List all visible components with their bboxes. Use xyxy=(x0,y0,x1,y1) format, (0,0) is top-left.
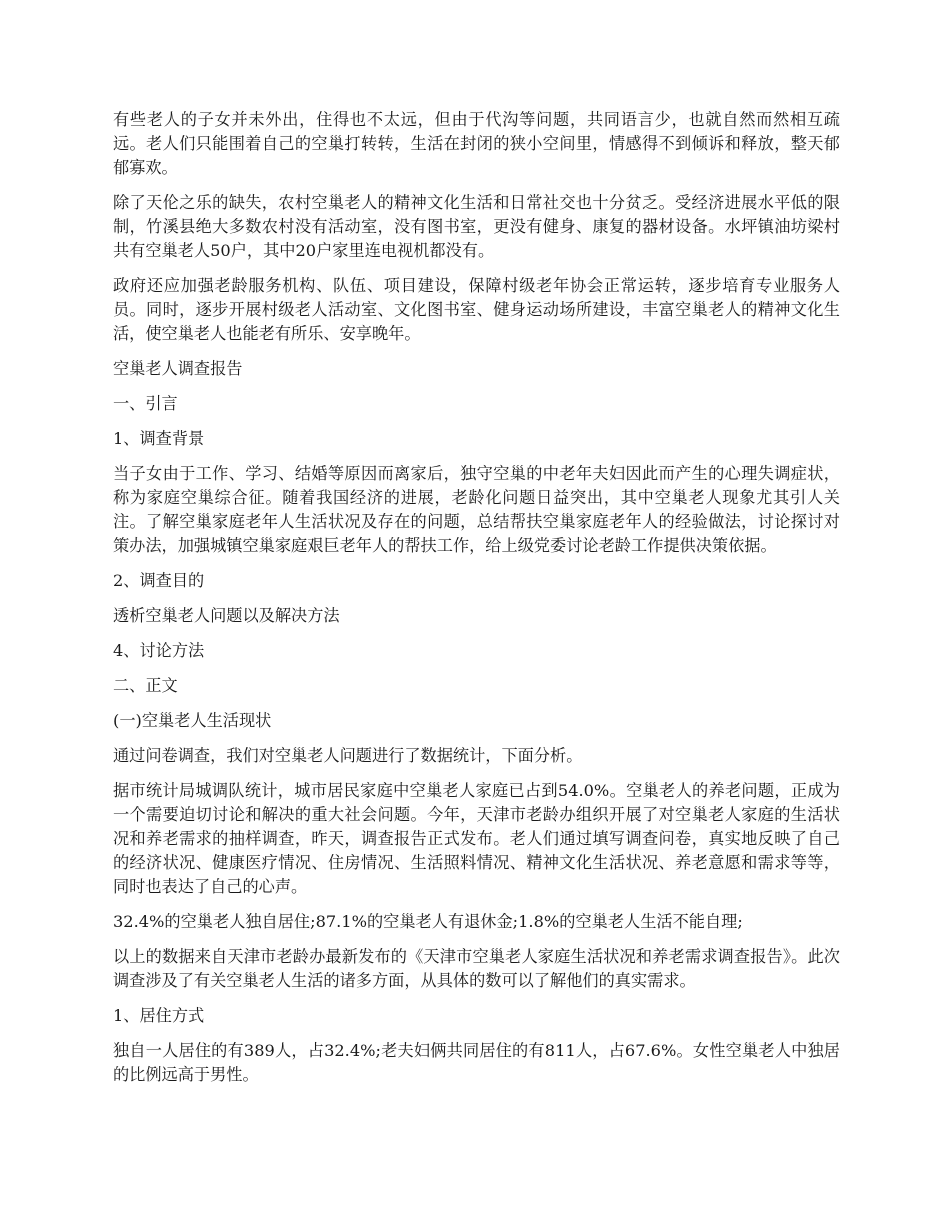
paragraph: 除了天伦之乐的缺失，农村空巢老人的精神文化生活和日常社交也十分贫乏。受经济进展水平低的限制，竹溪县绝大多数农村没有活动室，没有图书室，更没有健身、康复的器材设备。水坪镇油坊梁村共有空巢老人50户，其中20户家里连电视机都没有。 xyxy=(113,193,840,260)
statistics-line: 32.4%的空巢老人独自居住;87.1%的空巢老人有退休金;1.8%的空巢老人生活不能自理; xyxy=(113,912,743,931)
paragraph: 当子女由于工作、学习、结婚等原因而离家后，独守空巢的中老年夫妇因此而产生的心理失调症状，称为家庭空巢综合征。随着我国经济的进展，老龄化问题日益突出，其中空巢老人现象尤其引人关注。了解空巢家庭老年人生活状况及存在的问题，总结帮扶空巢家庭老年人的经验做法，讨论探讨对策办法，加强城镇空巢家庭艰巨老年人的帮扶工作，给上级党委讨论老龄工作提供决策依据。 xyxy=(113,464,840,555)
paragraph: 据市统计局城调队统计，城市居民家庭中空巢老人家庭已占到54.0%。空巢老人的养老问题，正成为一个需要迫切讨论和解决的重大社会问题。今年，天津市老龄办组织开展了对空巢老人家庭的生活状况和养老需求的抽样调查，昨天，调查报告正式发布。老人们通过填写调查问卷，真实地反映了自己的经济状况、健康医疗情况、住房情况、生活照料情况、精神文化生活状况、养老意愿和需求等等，同时也表达了自己的心声。 xyxy=(113,781,840,896)
subsection-heading-living-arrangement: 1、居住方式 xyxy=(113,1006,205,1025)
section-heading-main-text: 二、正文 xyxy=(113,676,178,695)
paragraph: 以上的数据来自天津市老龄办最新发布的《天津市空巢老人家庭生活状况和养老需求调查报告》。此次调查涉及了有关空巢老人生活的诸多方面，从具体的数可以了解他们的真实需求。 xyxy=(113,947,840,990)
subsection-heading-methods: 4、讨论方法 xyxy=(113,641,205,660)
report-title: 空巢老人调查报告 xyxy=(113,359,243,378)
section-heading-introduction: 一、引言 xyxy=(113,394,178,413)
paragraph: 政府还应加强老龄服务机构、队伍、项目建设，保障村级老年协会正常运转，逐步培育专业服务人员。同时，逐步开展村级老人活动室、文化图书室、健身运动场所建设，丰富空巢老人的精神文化生活，使空巢老人也能老有所乐、安享晚年。 xyxy=(113,276,840,343)
purpose-statement: 透析空巢老人问题以及解决方法 xyxy=(113,606,340,625)
subsection-heading-background: 1、调查背景 xyxy=(113,429,205,448)
subsection-heading-purpose: 2、调查目的 xyxy=(113,571,205,590)
paragraph: 有些老人的子女并未外出，住得也不太远，但由于代沟等问题，共同语言少，也就自然而然相互疏远。老人们只能围着自己的空巢打转转，生活在封闭的狭小空间里，情感得不到倾诉和释放，整天郁郁寡欢。 xyxy=(113,110,840,177)
paragraph: 独自一人居住的有389人，占32.4%;老夫妇俩共同居住的有811人，占67.6%。女性空巢老人中独居的比例远高于男性。 xyxy=(113,1041,840,1084)
document-body xyxy=(113,108,840,1098)
paragraph: 通过问卷调查，我们对空巢老人问题进行了数据统计，下面分析。 xyxy=(113,746,583,765)
subsection-heading-living-status: (一)空巢老人生活现状 xyxy=(113,711,272,730)
